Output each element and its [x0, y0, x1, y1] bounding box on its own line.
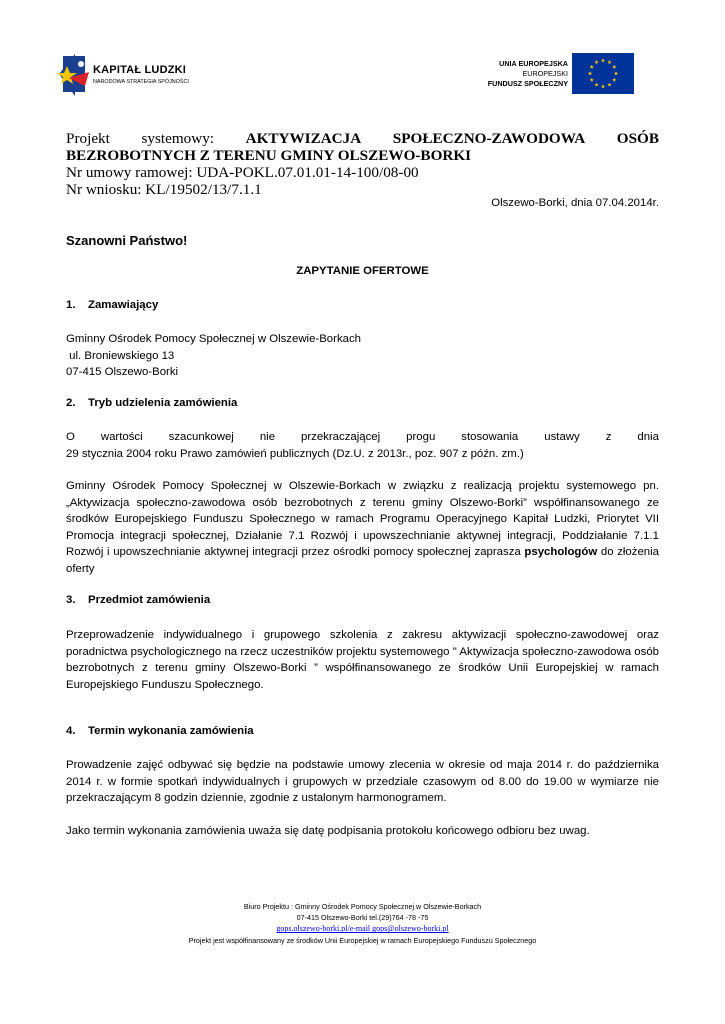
section-4-heading: [66, 725, 254, 737]
document-date: Olszewo-Borki, dnia 07.04.2014r.: [491, 197, 659, 209]
project-word-5: OSÓB: [616, 130, 659, 147]
word: wartości: [100, 431, 143, 443]
footer-website-link[interactable]: gops.olszewo-borki.pl/e-mail: [276, 924, 371, 934]
word: O: [66, 431, 75, 443]
section-2-p1-line2: 29 stycznia 2004 roku Prawo zamówień publicznych (Dz.U. z 2013r., poz. 907 z późn. zm.): [66, 447, 524, 460]
project-word-4: SPOŁECZNO-ZAWODOWA: [392, 130, 586, 147]
section-3-title: Przedmiot zamówienia: [88, 594, 211, 606]
section-3-number: 3.: [66, 594, 76, 606]
project-title-line2: BEZROBOTNYCH Z TERENU GMINY OLSZEWO-BORKI: [66, 147, 472, 164]
section-2-p2-end: do złożenia oferty: [66, 546, 659, 575]
section-2-heading: [66, 397, 237, 409]
address-line-1: Gminny Ośrodek Pomocy Społecznej w Olszewie-Borkach: [66, 333, 361, 345]
word: przekraczającej: [301, 431, 381, 443]
project-line: [66, 130, 659, 147]
word: szacunkowej: [168, 431, 234, 443]
section-1-title: Zamawiający: [88, 299, 159, 311]
section-2-paragraph-1: [66, 429, 659, 462]
eu-logo-line1: UNIA EUROPEJSKA: [499, 59, 568, 68]
contract-number: Nr umowy ramowej: UDA-POKL.07.01.01-14-100/08-00: [66, 164, 419, 181]
footer-email[interactable]: gops@olszewo-borki.pl: [370, 924, 449, 934]
project-word-1: Projekt: [66, 130, 110, 147]
kapital-ludzki-subtitle: NARODOWA STRATEGIA SPÓJNOŚCI: [93, 79, 189, 85]
section-1-heading: [66, 299, 158, 311]
section-4-title: Termin wykonania zamówienia: [88, 725, 254, 737]
ordering-party-address: [66, 331, 659, 381]
word: ustawy: [544, 431, 580, 443]
word: dnia: [637, 431, 659, 443]
word: nie: [259, 431, 276, 443]
address-line-2: ul. Broniewskiego 13: [66, 349, 175, 362]
footer-address: 07-415 Olszewo-Borki tel.(29)764 -78 -75: [296, 913, 429, 923]
section-3-heading: [66, 594, 210, 606]
footer-office: Biuro Projektu : Gminny Ośrodek Pomocy Społecznej w Olszewie-Borkach: [243, 902, 482, 911]
eu-logo-line2: EUROPEJSKI: [522, 69, 568, 78]
footer-funding-note: Projekt jest współfinansowany ze środków Unii Europejskiej w ramach Europejskiego Funduszu Społecznego: [188, 935, 537, 945]
footer: [0, 901, 725, 946]
project-word-2: systemowy:: [141, 130, 215, 147]
footer-contact: [0, 923, 725, 934]
project-word-3: AKTYWIZACJA: [245, 130, 362, 147]
section-4-paragraph-1: Prowadzenie zajęć odbywać się będzie na podstawie umowy zlecenia w okresie od maja 2014 r. do października 2014 r. w formie spotkań indywidualnych i grupowych w przedziale czasowym od 8.00 do 19.00 w wymiarze nie przekraczającym 8 godzin dziennie, zgodnie z ustalonym harmonogramem.: [66, 759, 659, 805]
eu-logo-line3: FUNDUSZ SPOŁECZNY: [487, 79, 568, 88]
word: stosowania: [461, 431, 519, 443]
section-1-number: 1.: [66, 299, 76, 311]
kapital-ludzki-emblem-icon: [55, 52, 91, 98]
kapital-ludzki-title: KAPITAŁ LUDZKI: [93, 64, 187, 76]
section-4-number: 4.: [66, 725, 76, 737]
section-2-title: Tryb udzielenia zamówienia: [88, 397, 238, 409]
section-2-number: 2.: [66, 397, 76, 409]
section-2-p2-bold: psychologów: [524, 546, 598, 559]
section-2-p2-text: Gminny Ośrodek Pomocy Społecznej w Olszewie-Borkach w związku z realizacją projektu systemowego pn. „Aktywizacja społeczno-zawodowa osób bezrobotnych z terenu gminy Olszewo-Borki” współfinansowanego ze środków Europejskiego Funduszu Społecznego w ramach Programu Operacyjnego Kapitał Ludzki, Priorytet VII Promocja integracji społecznej, Działanie 7.1 Rozwój i upowszechnianie aktywnej integracji, Poddziałanie 7.1.1 Rozwój i upowszechnianie aktywnej integracji przez ośrodki pomocy społecznej zaprasza: [66, 480, 659, 559]
eu-logo: [478, 53, 638, 95]
eu-logo-text: [488, 59, 568, 89]
word: z: [605, 431, 612, 443]
section-2-paragraph-2: [66, 478, 659, 578]
greeting: Szanowni Państwo!: [66, 233, 188, 248]
section-4-paragraph-2: Jako termin wykonania zamówienia uważa się datę podpisania protokołu końcowego odbioru bez uwag.: [66, 825, 590, 837]
document-title: ZAPYTANIE OFERTOWE: [296, 265, 429, 277]
section-3-paragraph: Przeprowadzenie indywidualnego i grupowego szkolenia z zakresu aktywizacji społeczno-zawodowej oraz poradnictwa psychologicznego na rzecz uczestników projektu systemowego " Aktywizacja społeczno-zawodowa osób bezrobotnych z terenu gminy Olszewo-Borki ” współfinansowanego ze środków Unii Europejskiej w ramach Europejskiego Funduszu Społecznego.: [66, 629, 659, 691]
section-2-p1-line1: [66, 429, 659, 446]
word: progu: [406, 431, 436, 443]
eu-flag-icon: [572, 53, 634, 94]
kapital-ludzki-logo: [55, 50, 225, 100]
address-line-3: 07-415 Olszewo-Borki: [66, 366, 179, 379]
application-number: Nr wniosku: KL/19502/13/7.1.1: [66, 181, 262, 198]
